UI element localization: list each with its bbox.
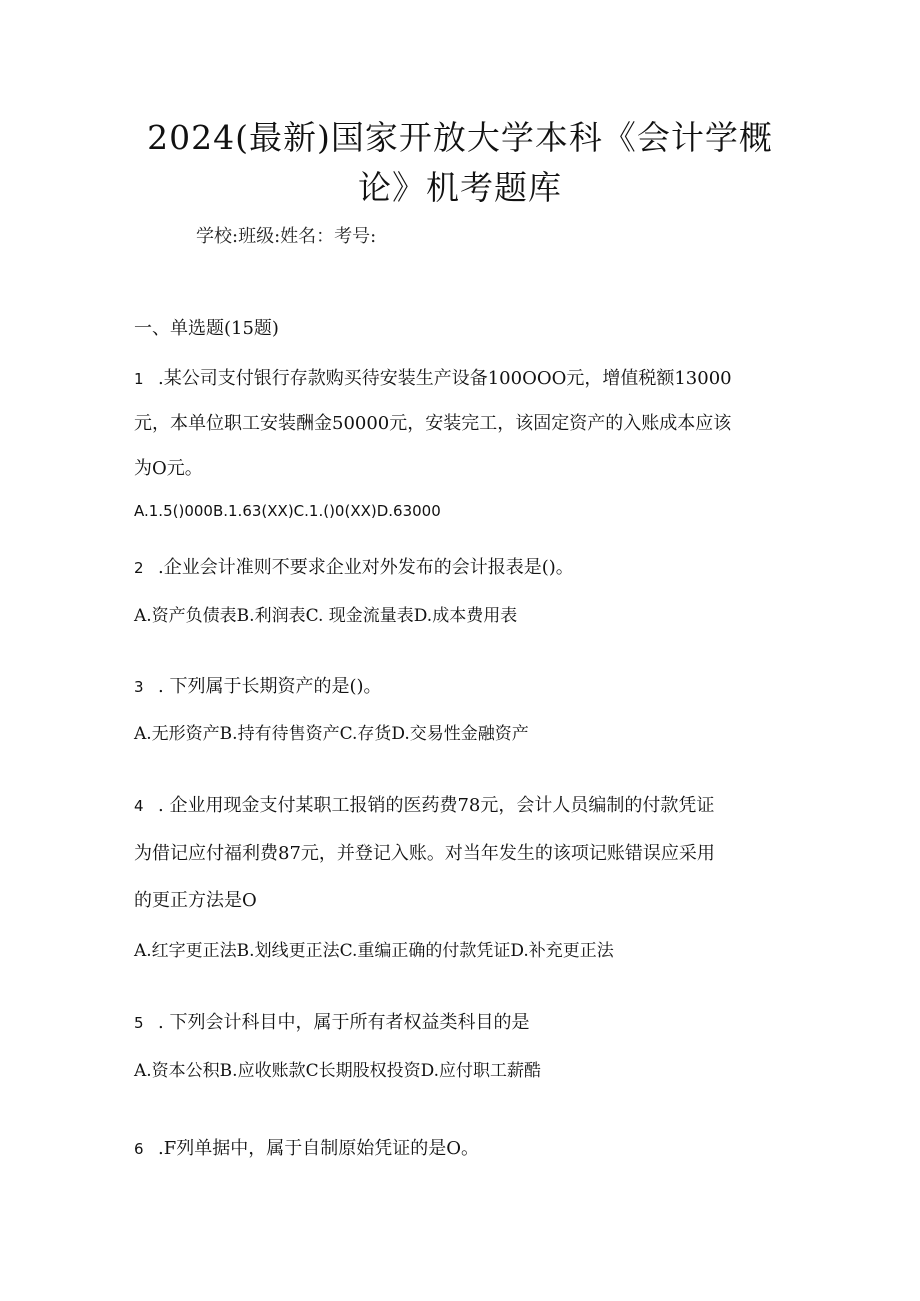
question-text: .F列单据中，属于自制原始凭证的是O。: [158, 1138, 479, 1159]
question-1-line-2: 元，本单位职工安装酬金50000元，安装完工，该固定资产的入账成本应该: [134, 413, 732, 434]
question-4-options: A.红字更正法B.划线更正法C.重编正确的付款凭证D.补充更正法: [134, 941, 614, 961]
question-number: 1: [134, 370, 144, 388]
section-heading: 一、单选题(15题): [134, 318, 279, 339]
question-4-line-3: 的更正方法是O: [134, 890, 257, 911]
question-3-options: A.无形资产B.持有待售资产C.存货D.交易性金融资产: [134, 724, 529, 744]
question-3-line-1: [134, 672, 382, 698]
question-4-line-1: [134, 791, 714, 817]
document-title-line-1: 2024(最新)国家开放大学本科《会计学概: [147, 118, 773, 157]
question-number: 4: [134, 797, 144, 815]
question-number: 5: [134, 1014, 144, 1032]
question-number: 2: [134, 559, 144, 577]
question-4-line-2: 为借记应付福利费87元，并登记入账。对当年发生的该项记账错误应采用: [134, 843, 715, 864]
question-text: . 企业用现金支付某职工报销的医药费78元，会计人员编制的付款凭证: [158, 795, 715, 816]
question-5-line-1: [134, 1008, 529, 1034]
question-number: 3: [134, 678, 144, 696]
question-5-options: A.资本公积B.应收账款C长期股权投资D.应付职工薪酷: [134, 1061, 542, 1081]
question-text: . 下列会计科目中，属于所有者权益类科目的是: [158, 1012, 530, 1033]
question-1-line-3: 为O元。: [134, 458, 203, 479]
question-2-line-1: [134, 553, 574, 579]
question-number: 6: [134, 1140, 144, 1158]
question-2-options: A.资产负债表B.利润表C. 现金流量表D.成本费用表: [134, 606, 518, 626]
document-title-line-2: 论》机考题库: [358, 168, 562, 207]
question-text: .某公司支付银行存款购买待安装生产设备100OOO元，增值税额13000: [158, 368, 732, 389]
question-1-line-1: [134, 364, 732, 390]
question-text: . 下列属于长期资产的是()。: [158, 676, 382, 697]
student-info-line: 学校:班级:姓名：考号:: [196, 226, 377, 247]
question-1-options: A.1.5()000B.1.63(XX)C.1.()0(XX)D.63000: [134, 502, 441, 520]
question-text: .企业会计准则不要求企业对外发布的会计报表是()。: [158, 557, 574, 578]
question-6-line-1: [134, 1134, 479, 1160]
